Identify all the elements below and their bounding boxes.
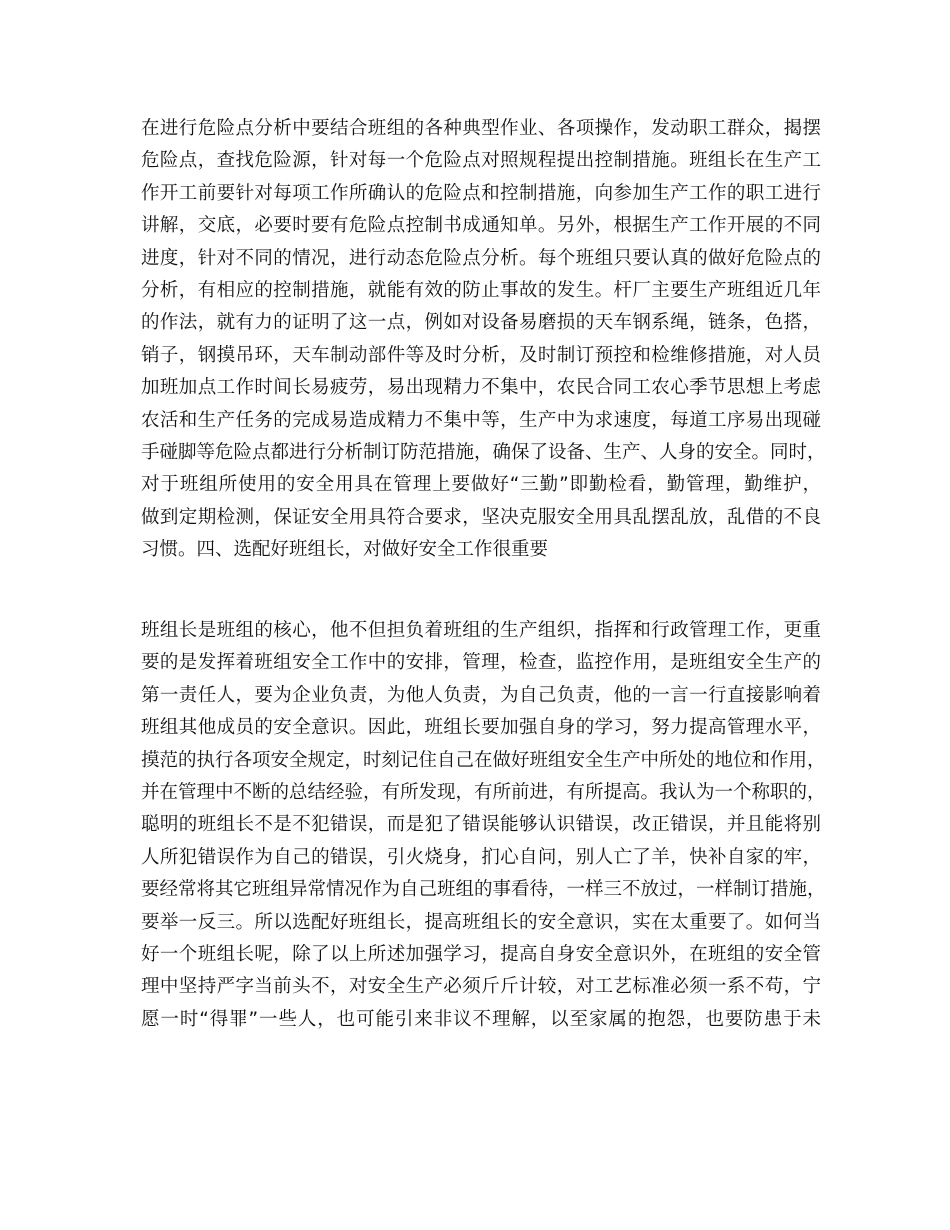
paragraph-hazard-analysis bbox=[141, 113, 826, 566]
paragraph-line: 愿一时“得罪”一些人，也可能引来非议不理解，以至家属的抱怨，也要防患于未 bbox=[141, 1008, 821, 1030]
paragraph-line: 作开工前要针对每项工作所确认的危险点和控制措施，向参加生产工作的职工进行 bbox=[141, 182, 821, 204]
paragraph-line: 要经常将其它班组异常情况作为自己班组的事看待，一样三不放过，一样制订措施， bbox=[141, 879, 826, 901]
paragraph-line: 的作法，就有力的证明了这一点，例如对设备易磨损的天车钢系绳，链条，色搭， bbox=[141, 312, 821, 334]
paragraph-line: 班组其他成员的安全意识。因此，班组长要加强自身的学习，努力提高管理水平， bbox=[141, 717, 821, 739]
paragraph-line: 摸范的执行各项安全规定，时刻记住自己在做好班组安全生产中所处的地位和作用， bbox=[141, 749, 826, 771]
paragraph-line: 班组长是班组的核心，他不但担负着班组的生产组织，指挥和行政管理工作，更重 bbox=[141, 620, 821, 641]
paragraph-line: 好一个班组长呢，除了以上所述加强学习，提高自身安全意识外，在班组的安全管 bbox=[141, 943, 821, 965]
paragraph-line: 加班加点工作时间长易疲劳，易出现精力不集中，农民合同工农心季节思想上考虑 bbox=[141, 377, 821, 399]
paragraph-line: 农活和生产任务的完成易造成精力不集中等，生产中为求速度，每道工序易出现碰 bbox=[141, 409, 821, 431]
paragraph-team-leader bbox=[141, 615, 826, 1036]
paragraph-line: 危险点，查找危险源，针对每一个危险点对照规程提出控制措施。班组长在生产工 bbox=[141, 150, 821, 172]
paragraph-line: 讲解，交底，必要时要有危险点控制书成通知单。另外，根据生产工作开展的不同 bbox=[141, 215, 821, 237]
paragraph-line: 手碰脚等危险点都进行分析制订防范措施，确保了设备、生产、人身的安全。同时， bbox=[141, 441, 826, 463]
paragraph-line: 分析，有相应的控制措施，就能有效的防止事故的发生。杆厂主要生产班组近几年 bbox=[141, 279, 821, 301]
paragraph-line: 习惯。四、选配好班组长，对做好安全工作很重要 bbox=[141, 539, 549, 561]
paragraph-line: 聪明的班组长不是不犯错误，而是犯了错误能够认识错误，改正错误，并且能将别 bbox=[141, 814, 821, 836]
paragraph-line: 做到定期检测，保证安全用具符合要求，坚决克服安全用具乱摆乱放，乱借的不良 bbox=[141, 506, 821, 528]
paragraph-line: 第一责任人，要为企业负责，为他人负责，为自己负责，他的一言一行直接影响着 bbox=[141, 684, 821, 706]
paragraph-line: 在进行危险点分析中要结合班组的各种典型作业、各项操作，发动职工群众，揭摆 bbox=[141, 118, 821, 139]
paragraph-line: 人所犯错误作为自己的错误，引火烧身，扪心自问，别人亡了羊，快补自家的牢， bbox=[141, 846, 821, 868]
paragraph-line: 进度，针对不同的情况，进行动态危险点分析。每个班组只要认真的做好危险点的 bbox=[141, 247, 821, 269]
paragraph-line: 要举一反三。所以选配好班组长，提高班组长的安全意识，实在太重要了。如何当 bbox=[141, 911, 821, 933]
paragraph-line: 要的是发挥着班组安全工作中的安排，管理，检查，监控作用，是班组安全生产的 bbox=[141, 652, 821, 674]
paragraph-line: 并在管理中不断的总结经验，有所发现，有所前进，有所提高。我认为一个称职的， bbox=[141, 781, 826, 803]
paragraph-line: 理中坚持严字当前头不，对安全生产必须斤斤计较，对工艺标准必须一系不苟，宁 bbox=[141, 976, 821, 998]
paragraph-line: 对于班组所使用的安全用具在管理上要做好“三勤”即勤检看，勤管理，勤维护， bbox=[141, 474, 821, 496]
paragraph-line: 销子，钢摸吊环，天车制动部件等及时分析，及时制订预控和检维修措施，对人员 bbox=[141, 344, 821, 366]
